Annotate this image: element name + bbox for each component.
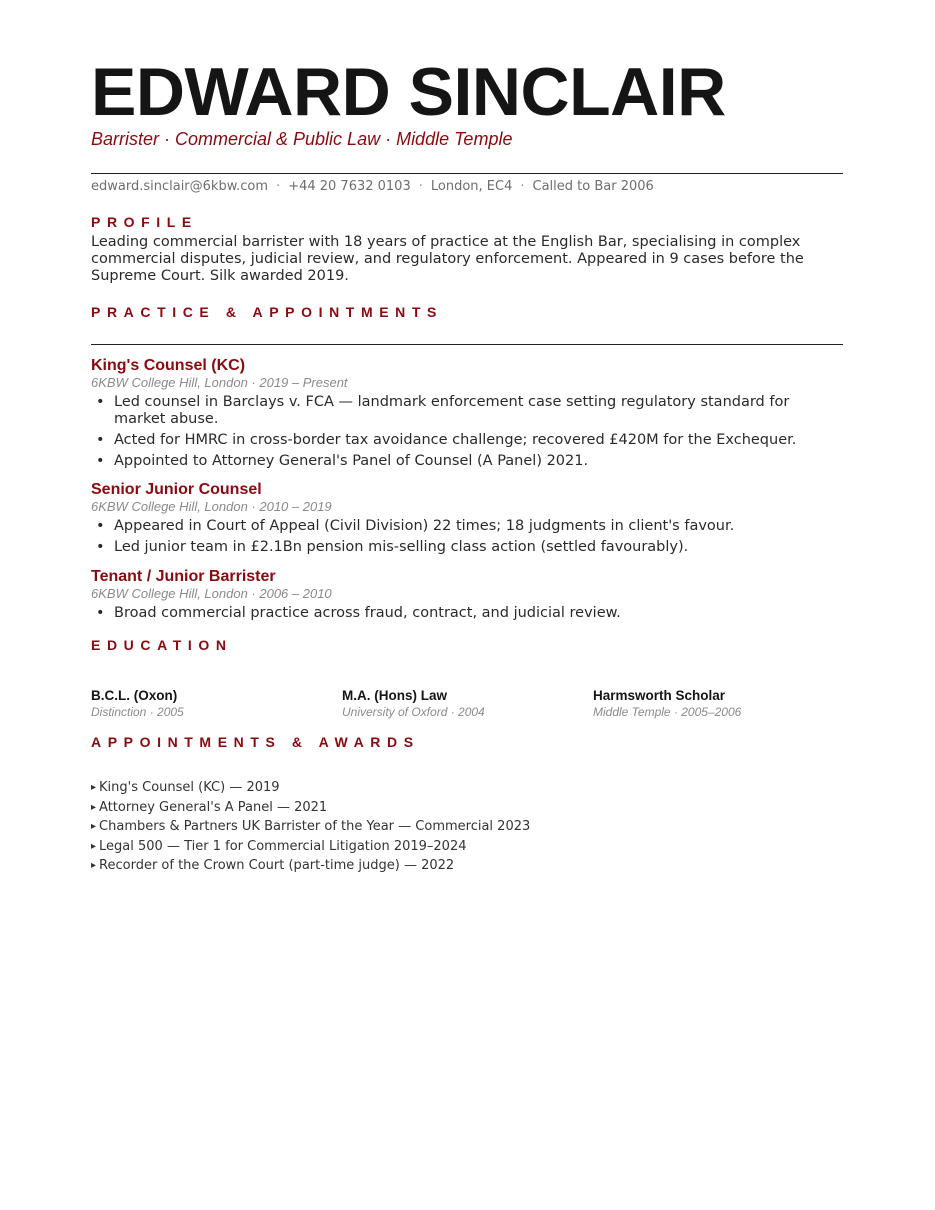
education-detail: Distinction · 2005 [91,705,184,719]
section-title-profile: PROFILE [91,214,198,230]
bullet-marker: • [96,453,105,469]
bullet-text: Led junior team in £2.1Bn pension mis-selling class action (settled favourably). [114,539,689,555]
education-degree: Harmsworth Scholar [593,688,726,703]
triangle-bullet-icon: ▸ [91,782,97,793]
education-detail: Middle Temple · 2005–2006 [593,705,742,719]
job-meta: 6KBW College Hill, London · 2010 – 2019 [91,499,332,514]
education-item [342,688,582,720]
bullet-text: Broad commercial practice across fraud, contract, and judicial review. [114,605,621,621]
bullet-marker: • [96,605,105,621]
bullet-marker: • [96,539,105,555]
job-bullet [91,605,826,622]
award-item [91,857,530,877]
job-title: Tenant / Junior Barrister [91,568,276,585]
bullet-marker: • [96,518,105,534]
award-item [91,779,530,799]
education-degree: M.A. (Hons) Law [342,688,447,703]
award-item [91,838,530,858]
bullet-text: Acted for HMRC in cross-border tax avoidance challenge; recovered £420M for the Exchequer. [114,432,797,448]
triangle-bullet-icon: ▸ [91,840,97,852]
job-bullet [91,539,826,556]
candidate-tagline: Barrister · Commercial & Public Law · Middle Temple [91,129,513,149]
award-item [91,818,530,838]
job-bullet [91,518,826,535]
section-title-practice: PRACTICE & APPOINTMENTS [91,304,443,320]
contact-line [91,179,654,195]
contact-location: London, EC4 [430,179,513,194]
job-bullet [91,432,826,449]
award-text: Attorney General's A Panel — 2021 [99,799,328,815]
education-detail: University of Oxford · 2004 [342,705,485,719]
job-title: King's Counsel (KC) [91,357,246,374]
contact-separator: · [276,179,281,194]
bullet-marker: • [96,432,105,448]
contact-separator: · [520,179,525,194]
contact-email[interactable]: edward.sinclair@6kbw.com [91,179,269,194]
award-text: Chambers & Partners UK Barrister of the Year — Commercial 2023 [99,819,531,834]
practice-divider [91,344,843,345]
job-bullets [91,394,843,470]
award-item [91,799,530,819]
job-meta: 6KBW College Hill, London · 2006 – 2010 [91,586,332,601]
job-bullets [91,605,843,622]
header-divider [91,173,843,174]
award-text: Recorder of the Crown Court (part-time judge) — 2022 [99,858,455,873]
job-bullet [91,394,826,428]
triangle-bullet-icon: ▸ [91,801,97,813]
candidate-name: EDWARD SINCLAIR [91,54,726,130]
awards-list [91,779,530,877]
job-bullets [91,518,843,556]
triangle-bullet-icon: ▸ [91,860,97,871]
contact-phone[interactable]: +44 20 7632 0103 [288,179,411,194]
bullet-text: Appointed to Attorney General's Panel of Counsel (A Panel) 2021. [114,453,589,469]
bullet-text: Led counsel in Barclays v. FCA — landmark enforcement case setting regulatory standard for market abuse. [114,394,790,427]
section-title-awards: APPOINTMENTS & AWARDS [91,734,420,750]
bullet-text: Appeared in Court of Appeal (Civil Division) 22 times; 18 judgments in client's favour. [114,518,735,534]
education-item [91,688,331,720]
award-text: King's Counsel (KC) — 2019 [99,780,280,795]
award-text: Legal 500 — Tier 1 for Commercial Litigation 2019–2024 [99,838,467,854]
education-degree: B.C.L. (Oxon) [91,688,178,703]
experience-entry [91,567,843,626]
profile-summary: Leading commercial barrister with 18 years of practice at the English Bar, specialising in complex commercial disputes, judicial review, and regulatory enforcement. Appeared in 9 cases before the Supreme Court. Silk awarded 2019. [91,234,804,284]
education-item [593,688,833,720]
experience-entry [91,480,843,560]
job-bullet [91,453,826,470]
job-title: Senior Junior Counsel [91,481,262,498]
contact-separator: · [418,179,423,194]
triangle-bullet-icon: ▸ [91,821,97,832]
section-title-education: EDUCATION [91,637,233,653]
contact-call-year: Called to Bar 2006 [532,179,654,194]
job-meta: 6KBW College Hill, London · 2019 – Present [91,375,348,390]
bullet-marker: • [96,394,105,410]
experience-entry [91,356,843,474]
